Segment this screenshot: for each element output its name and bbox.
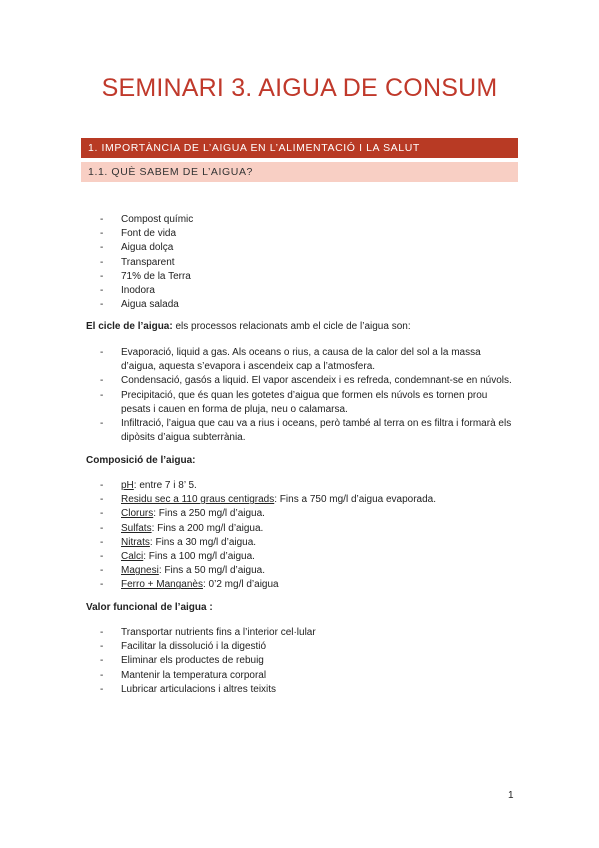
list-item: - Residu sec a 110 graus centigrads: Fins a 750 mg/l d’aigua evaporada.	[100, 494, 437, 506]
list-item: - Font de vida	[100, 228, 177, 240]
list-item: - Aigua salada	[100, 299, 179, 311]
list-item: - Clorurs: Fins a 250 mg/l d’aigua.	[100, 508, 265, 520]
section-heading-1: 1. IMPORTÀNCIA DE L’AIGUA EN L’ALIMENTACIÓ I LA SALUT	[81, 138, 518, 158]
list-item: - Aigua dolça	[100, 242, 174, 254]
cycle-heading: El cicle de l’aigua:	[86, 321, 173, 332]
page-number: 1	[508, 790, 514, 801]
functional-heading: Valor funcional de l’aigua :	[86, 602, 213, 613]
list-item: - Sulfats: Fins a 200 mg/l d’aigua.	[100, 522, 264, 534]
list-item: - Condensació, gasós a liquid. El vapor ascendeix i es refreda, condemnant-se en núvols.	[100, 375, 512, 387]
list-item: - pH: entre 7 i 8’ 5.	[100, 480, 197, 491]
composition-heading: Composició de l’aigua:	[86, 455, 196, 466]
list-item: - Transparent	[100, 256, 175, 268]
list-item: - 71% de la Terra	[100, 270, 191, 282]
functional-list	[100, 626, 316, 697]
cycle-list	[100, 346, 518, 445]
list-item: - Eliminar els productes de rebuig	[100, 655, 264, 667]
list-item: - Lubricar articulacions i altres teixits	[100, 683, 277, 695]
list-item: - Evaporació, liquid a gas. Als oceans o rius, a causa de la calor del sol a la massa d’aigua, aquesta s’evapora i ascendeix cap a l’atmosfera.	[100, 347, 481, 373]
list-item: - Facilitar la dissolució i la digestió	[100, 641, 267, 653]
list-item: - Calci: Fins a 100 mg/l d’aigua.	[100, 551, 255, 563]
list-item: - Infiltració, l’aigua que cau va a rius i oceans, però també al terra on es filtra i formarà els dipòsits d’aigua subterrània.	[100, 418, 512, 444]
list-item: - Inodora	[100, 285, 155, 297]
list-item: - Mantenir la temperatura corporal	[100, 669, 267, 681]
list-item: - Ferro + Manganès: 0’2 mg/l d’aigua	[100, 579, 279, 591]
list-item: - Magnesi: Fins a 50 mg/l d’aigua.	[100, 565, 265, 577]
intro-list	[100, 213, 193, 312]
composition-list	[100, 479, 436, 593]
list-item: - Transportar nutrients fins a l’interior cel·lular	[100, 627, 316, 638]
list-item: - Nitrats: Fins a 30 mg/l d’aigua.	[100, 536, 257, 548]
page-title: SEMINARI 3. AIGUA DE CONSUM	[101, 74, 498, 102]
cycle-text: els processos relacionats amb el cicle de l’aigua son:	[172, 321, 411, 332]
cycle-paragraph	[86, 321, 411, 332]
list-item: - Compost químic	[100, 214, 194, 225]
list-item: - Precipitació, que és quan les gotetes d’aigua que formen els núvols es tornen prou pesats i cauen en forma de pluja, neu o calamarsa.	[100, 389, 488, 415]
section-heading-1-1: 1.1. QUÈ SABEM DE L’AIGUA?	[81, 162, 518, 182]
